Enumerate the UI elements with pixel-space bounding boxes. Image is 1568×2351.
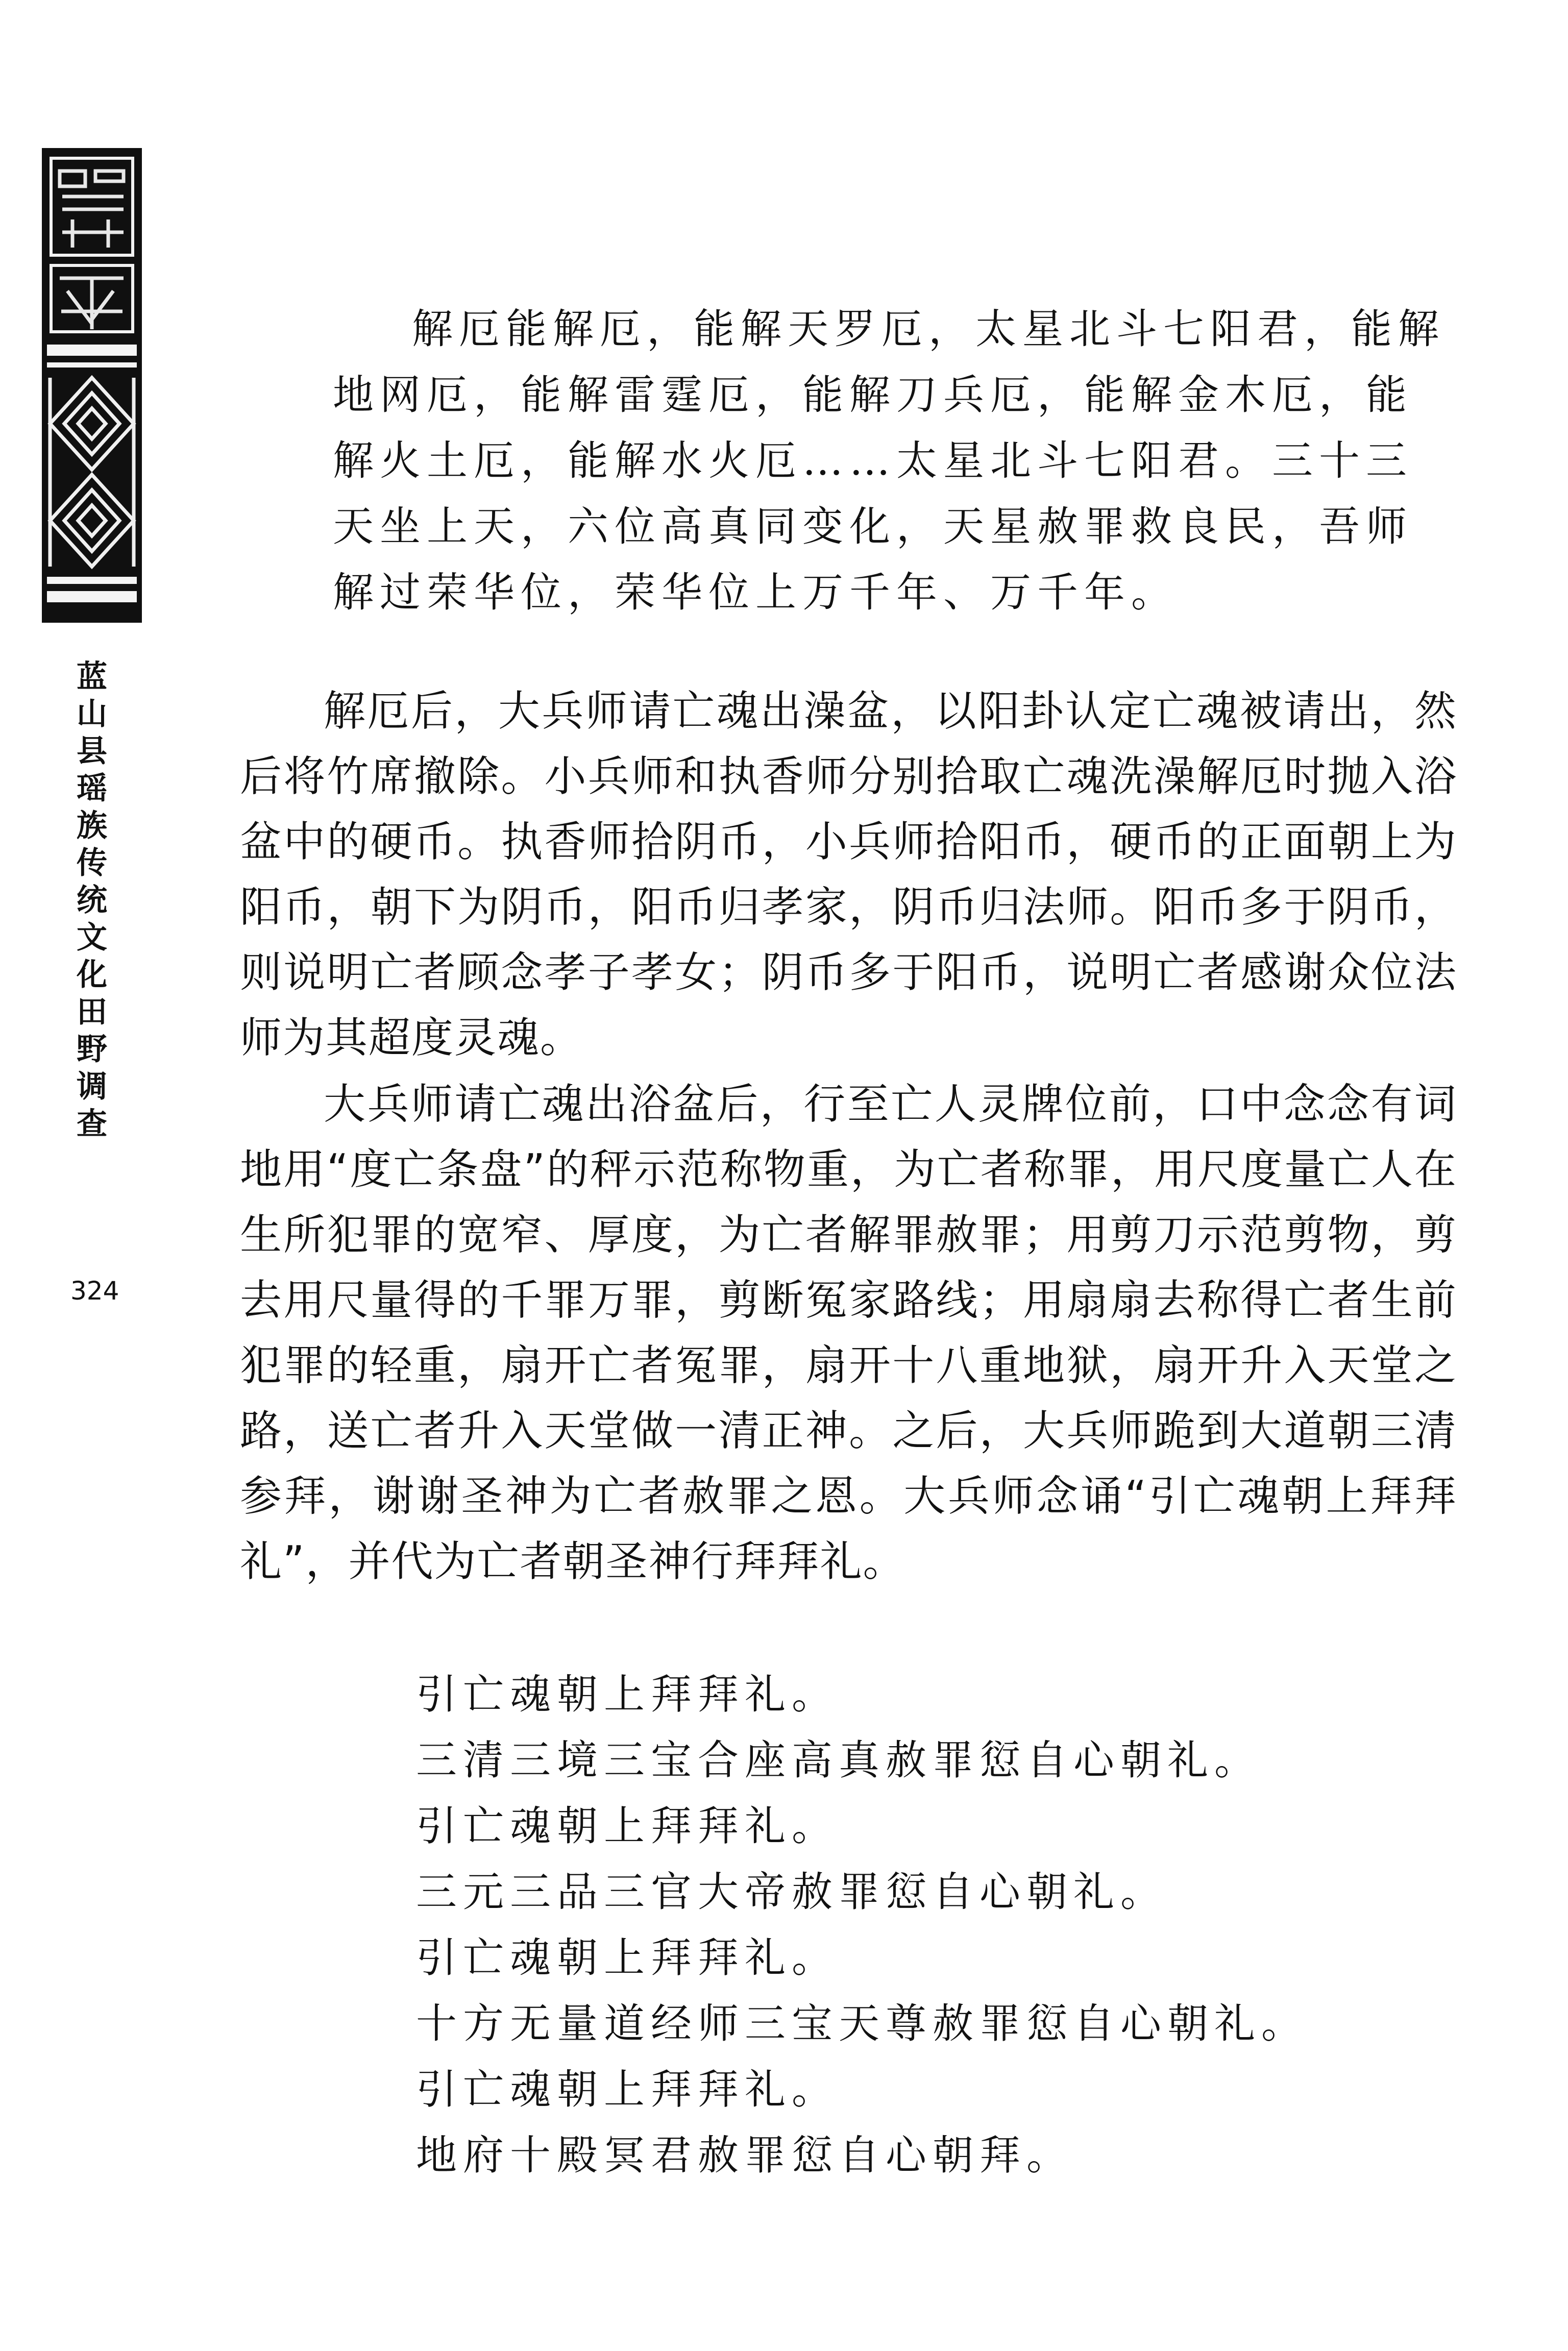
- verse-line: 地府十殿冥君赦罪愆自心朝拜。: [416, 2132, 1073, 2179]
- verse-line: 引亡魂朝上拜拜礼。: [416, 1671, 839, 1718]
- verse-line: 十方无量道经师三宝天尊赦罪愆自心朝礼。: [416, 2000, 1308, 2047]
- ornament-pattern-icon: [42, 148, 142, 623]
- page-number: 324: [70, 1276, 119, 1306]
- verse-line: 引亡魂朝上拜拜礼。: [416, 1802, 839, 1850]
- verse-line: 引亡魂朝上拜拜礼。: [416, 1934, 839, 1981]
- verse-block-bottom: [416, 1661, 1462, 2188]
- paragraph-text: 解厄后，大兵师请亡魂出澡盆，以阳卦认定亡魂被请出，然后将竹席撤除。小兵师和执香师分别拾取亡魂洗澡解厄时抛入浴盆中的硬币。执香师拾阴币，小兵师拾阳币，硬币的正面朝上为阳币，朝下为阴币，阳币归孝家，阴币归法师。阳币多于阴币，则说明亡者顾念孝子孝女；阴币多于阳币，说明亡者感谢众位法师为其超度灵魂。: [240, 687, 1457, 1062]
- body-paragraph-1: [240, 679, 1457, 1071]
- decorative-banner: [42, 148, 142, 623]
- running-title: 蓝山县瑶族传统文化田野调查: [77, 659, 107, 1142]
- verse-line: 三元三品三官大帝赦罪愆自心朝礼。: [416, 1868, 1167, 1916]
- paragraph-text: 大兵师请亡魂出浴盆后，行至亡人灵牌位前，口中念念有词地用“度亡条盘”的秤示范称物重，为亡者称罪，用尺度量亡人在生所犯罪的宽窄、厚度，为亡者解罪赦罪；用剪刀示范剪物，剪去用尺量得的千罪万罪，剪断冤家路线；用扇扇去称得亡者生前犯罪的轻重，扇开亡者冤罪，扇开十八重地狱，扇开升入天堂之路，送亡者升入天堂做一清正神。之后，大兵师跪到大道朝三清参拜，谢谢圣神为亡者赦罪之恩。大兵师念诵“引亡魂朝上拜拜礼”，并代为亡者朝圣神行拜拜礼。: [240, 1080, 1457, 1586]
- body-paragraph-2: [240, 1072, 1457, 1595]
- verse-line: 三清三境三宝合座高真赦罪愆自心朝礼。: [416, 1736, 1261, 1784]
- verse-top-text: 解厄能解厄，能解天罗厄，太星北斗七阳君，能解地网厄，能解雷霆厄，能解刀兵厄，能解金木厄，能解火土厄，能解水火厄……太星北斗七阳君。三十三天坐上天，六位高真同变化，天星赦罪救良民，吾师解过荣华位，荣华位上万千年、万千年。: [333, 305, 1445, 616]
- verse-line: 引亡魂朝上拜拜礼。: [416, 2066, 839, 2113]
- verse-block-top: [333, 296, 1456, 625]
